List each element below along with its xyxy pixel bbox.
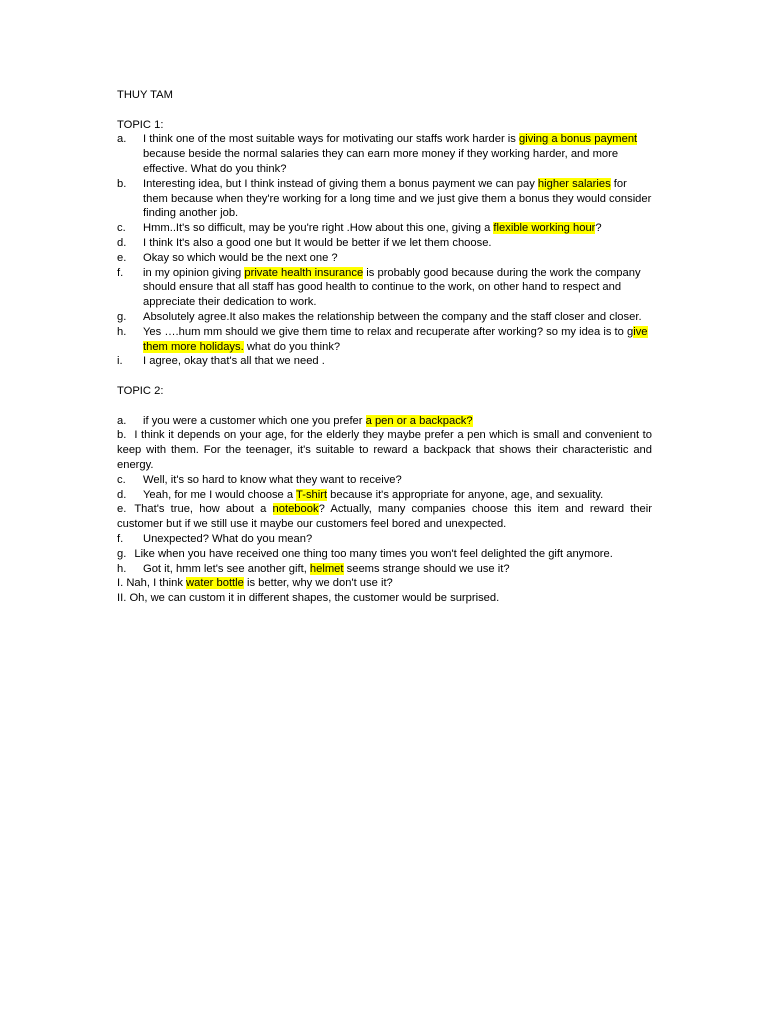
topic1-item-g [117,310,652,325]
list-marker: I. [117,577,124,590]
list-marker: a. [117,133,127,146]
list-item-text: Hmm..It's so difficult, may be you're right .How about this one, giving a flexible working hour? [143,222,602,235]
list-item-text: That's true, how about a notebook? Actually, many companies choose this item and reward their customer but if we still use it maybe our customers feel bored and unexpected. [117,503,652,531]
list-item-text: Yeah, for me I would choose a T-shirt because it's appropriate for anyone, age, and sexuality. [143,488,604,501]
list-marker: h. [117,562,127,575]
list-item-text: Well, it's so hard to know what they want to receive? [143,473,402,486]
list-marker: f. [117,532,124,545]
list-marker: e. [117,503,127,516]
list-item-text: Unexpected? What do you mean? [143,532,313,545]
list-marker: g. [117,547,127,560]
topic2-item-b [117,428,652,472]
blank-line [117,399,652,414]
list-item-text: Interesting idea, but I think instead of giving them a bonus payment we can pay higher salaries for them because when they're working for a long time and we just give them a bonus they would consider finding another job. [143,177,652,220]
highlighted-phrase: a pen or a backpack? [365,414,473,427]
topic1-item-c [117,221,652,236]
highlighted-phrase: notebook [272,503,319,516]
list-marker: d. [117,236,127,249]
topic1-item-f [117,266,652,310]
highlighted-phrase: higher salaries [537,177,611,190]
list-marker: i. [117,355,123,368]
list-item-text: Yes ….hum mm should we give them time to relax and recuperate after working? so my idea is to give them more holidays. what do you think? [143,325,648,353]
list-item-text: I think it depends on your age, for the elderly they maybe prefer a pen which is small and convenient to keep with them. For the teenager, it's suitable to reward a backpack that shows their characteristic and energy. [117,429,652,471]
topic2-item-e [117,502,652,532]
list-item-text: Absolutely agree.It also makes the relationship between the company and the staff closer and closer. [143,310,642,323]
topic1-item-d [117,236,652,251]
topic2-item-f [117,532,652,547]
list-item-text: in my opinion giving private health insurance is probably good because during the work the company should ensure that all staff has good health to continue to the work, on other hand to respect and appreciate their dedication to work. [143,266,641,309]
topic1-heading: TOPIC 1: [117,118,164,131]
topic1-item-e [117,251,652,266]
list-marker: b. [117,177,127,190]
author-name: THUY TAM [117,89,173,101]
list-marker: a. [117,414,127,427]
blank-line [117,369,652,384]
list-item-text: I think one of the most suitable ways for motivating our staffs work harder is giving a bonus payment because beside the normal salaries they can earn more money if they working harder, and more effective. What do you think? [143,133,638,175]
highlighted-phrase: flexible working hour [493,222,596,235]
document-body [117,88,652,606]
topic2-item-g [117,547,652,562]
topic1-item-a [117,132,652,176]
list-marker: h. [117,325,127,338]
list-item-text: if you were a customer which one you prefer a pen or a backpack? [143,414,473,427]
list-marker: f. [117,266,124,279]
list-item-text: Like when you have received one thing too many times you won't feel delighted the gift anymore. [134,547,613,560]
list-marker: b. [117,429,127,442]
list-marker: d. [117,488,127,501]
list-marker: g. [117,310,127,323]
highlighted-phrase: private health insurance [244,266,364,279]
list-item-text: Nah, I think water bottle is better, why we don't use it? [126,577,393,590]
highlighted-phrase: T-shirt [296,488,328,501]
highlighted-phrase: helmet [309,562,344,575]
list-item-text: Got it, hmm let's see another gift, helmet seems strange should we use it? [143,562,510,575]
topic2-item-II [117,591,652,606]
topic1-item-b [117,177,652,221]
list-marker: c. [117,222,126,235]
blank-line [117,103,652,118]
topic2-item-c [117,473,652,488]
list-item-text: Okay so which would be the next one ? [143,251,338,264]
highlighted-phrase: giving a bonus payment [519,133,638,146]
list-marker: c. [117,473,126,486]
topic2-heading: TOPIC 2: [117,384,164,397]
topic1-item-h [117,325,652,355]
topic2-item-a [117,414,652,429]
topic2-item-d [117,488,652,503]
topic2-item-I [117,576,652,591]
topic1-item-i [117,354,652,369]
topic2-item-h [117,562,652,577]
list-item-text: I agree, okay that's all that we need . [143,355,325,368]
highlighted-phrase: ive them more holidays. [143,325,648,353]
list-item-text: Oh, we can custom it in different shapes, the customer would be surprised. [129,592,500,605]
list-marker: II. [117,592,127,605]
list-item-text: I think It's also a good one but It would be better if we let them choose. [143,236,492,249]
list-marker: e. [117,251,127,264]
highlighted-phrase: water bottle [186,577,244,590]
